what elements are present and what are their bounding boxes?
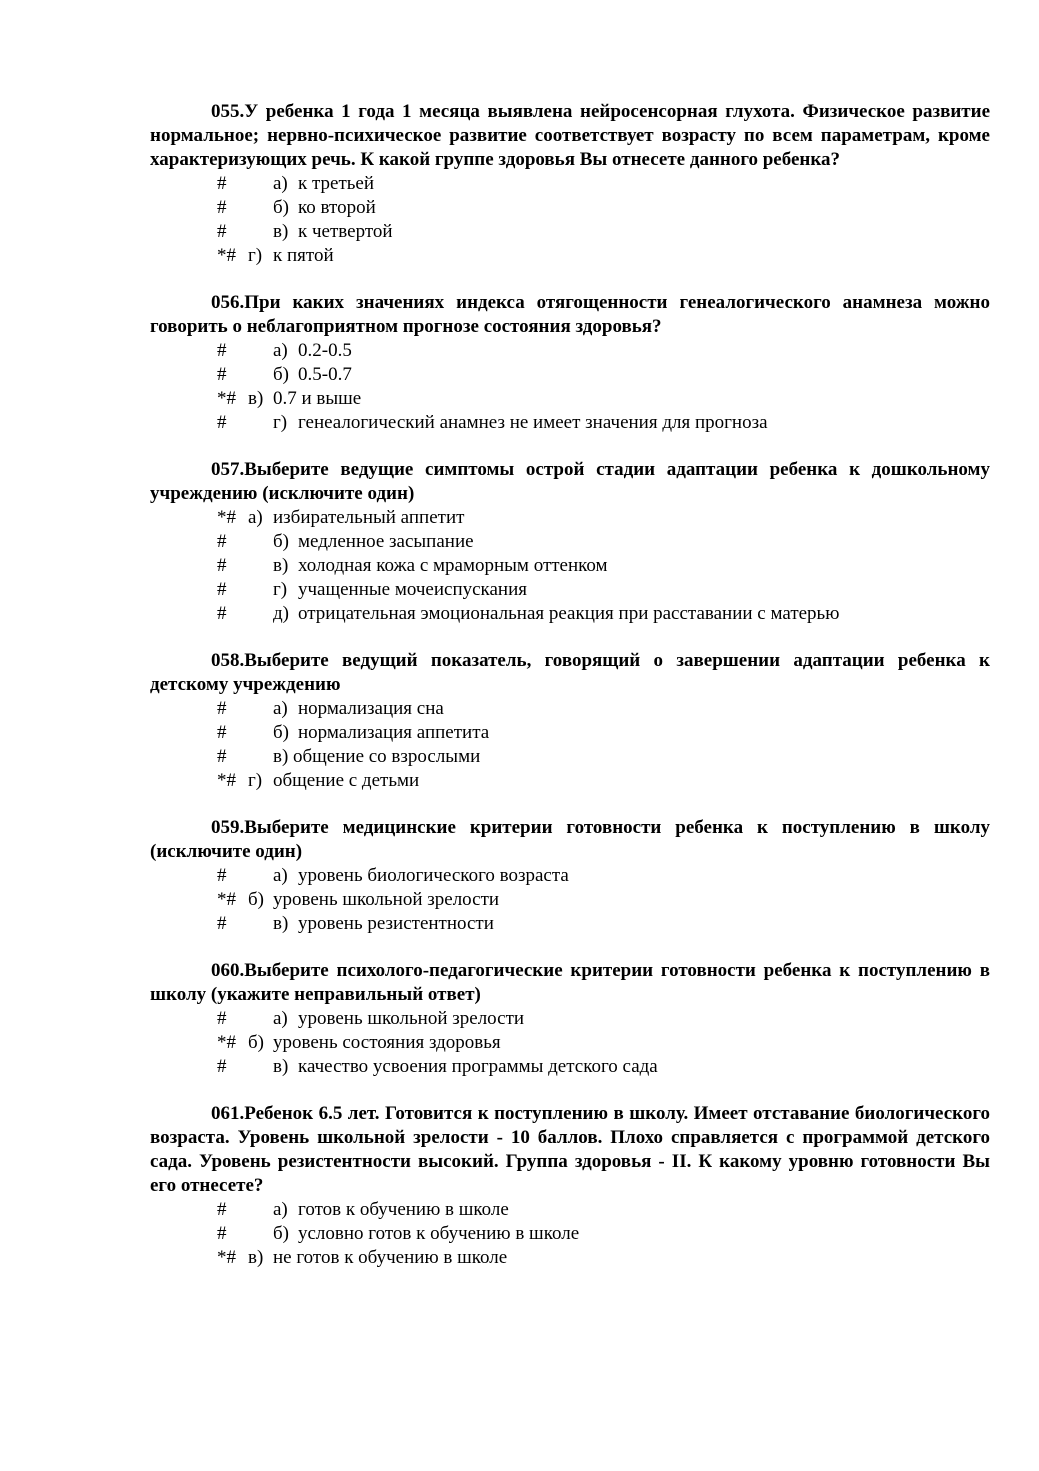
answer-option <box>150 220 990 244</box>
answer-marker: # <box>217 698 227 719</box>
option-label: к пятой <box>273 245 334 266</box>
option-letter: г) <box>248 770 263 791</box>
answer-option <box>150 1198 990 1222</box>
option-letter: в) <box>273 221 289 242</box>
question-number: 060. <box>211 960 245 981</box>
question-text <box>150 959 990 1007</box>
option-label: уровень школьной зрелости <box>298 1008 525 1029</box>
answer-options <box>150 172 990 268</box>
answer-marker: # <box>217 1008 227 1029</box>
option-label: нормализация аппетита <box>298 722 490 743</box>
answer-marker: # <box>217 579 227 600</box>
option-letter: а) <box>273 173 288 194</box>
correct-answer-marker: *# <box>217 1247 236 1268</box>
answer-option <box>150 912 990 936</box>
question-number: 058. <box>211 650 245 671</box>
question-number: 055. <box>211 101 245 122</box>
answer-option <box>150 196 990 220</box>
option-label: генеалогический анамнез не имеет значения для прогноза <box>298 412 768 433</box>
option-label: готов к обучению в школе <box>298 1199 509 1220</box>
answer-options <box>150 697 990 793</box>
option-letter: б) <box>273 531 289 552</box>
option-letter: в) <box>248 388 264 409</box>
option-label: уровень состояния здоровья <box>273 1032 501 1053</box>
answer-option <box>150 411 990 435</box>
question-number: 059. <box>211 817 245 838</box>
option-label: общение со взрослыми <box>293 746 481 767</box>
option-letter: а) <box>273 698 288 719</box>
answer-option <box>150 506 990 530</box>
answer-options <box>150 864 990 936</box>
correct-answer-marker: *# <box>217 1032 236 1053</box>
option-letter: а) <box>273 1199 288 1220</box>
option-label: отрицательная эмоциональная реакция при расставании с матерью <box>298 603 840 624</box>
option-label: уровень школьной зрелости <box>273 889 500 910</box>
option-label: нормализация сна <box>298 698 444 719</box>
option-label: условно готов к обучению в школе <box>298 1223 580 1244</box>
answer-option <box>150 387 990 411</box>
answer-option <box>150 1007 990 1031</box>
answer-marker: # <box>217 555 227 576</box>
option-label: медленное засыпание <box>298 531 474 552</box>
answer-options <box>150 1007 990 1079</box>
answer-option <box>150 339 990 363</box>
option-label: уровень биологического возраста <box>298 865 569 886</box>
option-label: общение с детьми <box>273 770 420 791</box>
option-label: холодная кожа с мраморным оттенком <box>298 555 608 576</box>
option-label: 0.5-0.7 <box>298 364 352 385</box>
option-label: учащенные мочеиспускания <box>298 579 528 600</box>
option-letter: в) <box>273 746 289 767</box>
question-text <box>150 458 990 506</box>
answer-marker: # <box>217 1056 227 1077</box>
question-block <box>150 649 990 793</box>
answer-marker: # <box>217 364 227 385</box>
correct-answer-marker: *# <box>217 770 236 791</box>
option-letter: в) <box>273 555 289 576</box>
answer-option <box>150 1246 990 1270</box>
question-text <box>150 816 990 864</box>
answer-options <box>150 506 990 626</box>
answer-option <box>150 769 990 793</box>
answer-marker: # <box>217 865 227 886</box>
document-page <box>150 100 990 1293</box>
option-label: качество усвоения программы детского сада <box>298 1056 658 1077</box>
option-letter: б) <box>273 1223 289 1244</box>
question-block <box>150 816 990 936</box>
option-letter: а) <box>248 507 263 528</box>
answer-options <box>150 1198 990 1270</box>
option-letter: в) <box>273 1056 289 1077</box>
correct-answer-marker: *# <box>217 245 236 266</box>
option-letter: а) <box>273 340 288 361</box>
answer-option <box>150 745 990 769</box>
answer-marker: # <box>217 412 227 433</box>
option-letter: г) <box>273 579 288 600</box>
answer-option <box>150 1031 990 1055</box>
option-label: 0.2-0.5 <box>298 340 352 361</box>
question-body: Выберите психолого-педагогические критерии готовности ребенка к поступлению в школу (укажите неправильный ответ) <box>150 960 990 1005</box>
option-letter: в) <box>248 1247 264 1268</box>
answer-option <box>150 244 990 268</box>
question-text <box>150 100 990 172</box>
answer-marker: # <box>217 531 227 552</box>
option-letter: а) <box>273 1008 288 1029</box>
option-label: не готов к обучению в школе <box>273 1247 508 1268</box>
option-label: избирательный аппетит <box>273 507 465 528</box>
answer-option <box>150 172 990 196</box>
answer-marker: # <box>217 746 227 767</box>
question-body: Ребенок 6.5 лет. Готовится к поступлению в школу. Имеет отставание биологического возраста. Уровень школьной зрелости - 10 баллов. Плохо справляется с программой детского сада. Уровень резистентности высокий. Группа здоровья - II. К какому уровню готовности Вы его отнесете? <box>150 1103 990 1196</box>
question-body: Выберите ведущие симптомы острой стадии адаптации ребенка к дошкольному учреждению (исключите один) <box>150 459 990 504</box>
question-number: 061. <box>211 1103 245 1124</box>
answer-option <box>150 530 990 554</box>
option-label: 0.7 и выше <box>273 388 362 409</box>
question-text <box>150 649 990 697</box>
answer-option <box>150 888 990 912</box>
answer-marker: # <box>217 197 227 218</box>
answer-option <box>150 363 990 387</box>
option-label: уровень резистентности <box>298 913 494 934</box>
answer-option <box>150 864 990 888</box>
correct-answer-marker: *# <box>217 388 236 409</box>
answer-option <box>150 578 990 602</box>
correct-answer-marker: *# <box>217 889 236 910</box>
question-text <box>150 291 990 339</box>
question-body: Выберите ведущий показатель, говорящий о завершении адаптации ребенка к детскому учреждению <box>150 650 990 695</box>
question-number: 056. <box>211 292 245 313</box>
question-body: У ребенка 1 года 1 месяца выявлена нейросенсорная глухота. Физическое развитие нормальное; нервно-психическое развитие соответствует возрасту по всем параметрам, кроме характеризующих речь. К какой группе здоровья Вы отнесете данного ребенка? <box>150 101 990 170</box>
answer-marker: # <box>217 221 227 242</box>
answer-option <box>150 602 990 626</box>
option-letter: г) <box>248 245 263 266</box>
option-letter: д) <box>273 603 289 624</box>
answer-option <box>150 697 990 721</box>
question-block <box>150 1102 990 1270</box>
option-letter: в) <box>273 913 289 934</box>
option-letter: б) <box>273 722 289 743</box>
answer-marker: # <box>217 1199 227 1220</box>
answer-option <box>150 554 990 578</box>
question-text <box>150 1102 990 1198</box>
question-body: При каких значениях индекса отягощенности генеалогического анамнеза можно говорить о неблагоприятном прогнозе состояния здоровья? <box>150 292 990 337</box>
question-block <box>150 458 990 626</box>
option-letter: б) <box>273 364 289 385</box>
option-letter: б) <box>248 889 264 910</box>
question-body: Выберите медицинские критерии готовности ребенка к поступлению в школу (исключите один) <box>150 817 990 862</box>
option-label: ко второй <box>298 197 376 218</box>
answer-marker: # <box>217 722 227 743</box>
option-label: к третьей <box>298 173 375 194</box>
question-block <box>150 100 990 268</box>
option-letter: б) <box>273 197 289 218</box>
answer-marker: # <box>217 1223 227 1244</box>
option-label: к четвертой <box>298 221 393 242</box>
answer-marker: # <box>217 173 227 194</box>
option-letter: а) <box>273 865 288 886</box>
answer-options <box>150 339 990 435</box>
answer-option <box>150 1222 990 1246</box>
question-block <box>150 291 990 435</box>
answer-option <box>150 1055 990 1079</box>
answer-option <box>150 721 990 745</box>
option-letter: б) <box>248 1032 264 1053</box>
correct-answer-marker: *# <box>217 507 236 528</box>
answer-marker: # <box>217 913 227 934</box>
question-number: 057. <box>211 459 245 480</box>
answer-marker: # <box>217 340 227 361</box>
question-block <box>150 959 990 1079</box>
option-letter: г) <box>273 412 288 433</box>
answer-marker: # <box>217 603 227 624</box>
